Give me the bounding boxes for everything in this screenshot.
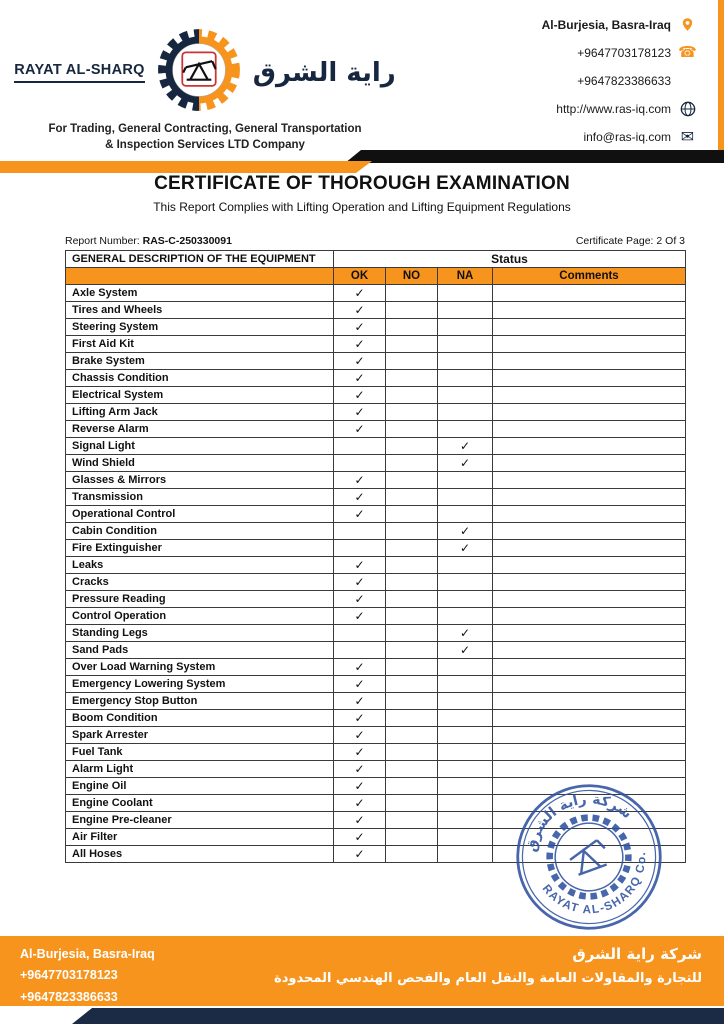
status-cell-comments: [493, 472, 686, 489]
checkmark-ok: ✓: [334, 557, 386, 574]
checkmark-ok: ✓: [334, 472, 386, 489]
equipment-name: Sand Pads: [66, 642, 334, 659]
status-cell-ok: [334, 455, 386, 472]
status-cell-na: [438, 727, 493, 744]
status-cell-na: [438, 795, 493, 812]
table-row: [66, 727, 686, 744]
status-cell-na: [438, 744, 493, 761]
status-cell-no: [386, 540, 438, 557]
column-header-ok: OK: [334, 268, 386, 285]
equipment-name: Tires and Wheels: [66, 302, 334, 319]
status-cell-no: [386, 489, 438, 506]
equipment-name: Over Load Warning System: [66, 659, 334, 676]
phone-icon: ☎: [678, 43, 697, 61]
equipment-name: Reverse Alarm: [66, 421, 334, 438]
certificate-title: CERTIFICATE OF THOROUGH EXAMINATION: [154, 173, 570, 194]
email-link[interactable]: info@ras-iq.com: [583, 129, 671, 144]
status-cell-na: [438, 608, 493, 625]
status-header-spacer: [66, 268, 334, 285]
table-row: [66, 438, 686, 455]
equipment-name: Emergency Lowering System: [66, 676, 334, 693]
status-cell-comments: [493, 387, 686, 404]
column-header-no: NO: [386, 268, 438, 285]
stamp-pumpjack-icon: [567, 839, 610, 876]
contact-website-line: [556, 100, 696, 117]
equipment-name: Pressure Reading: [66, 591, 334, 608]
table-row: [66, 302, 686, 319]
certificate-page-value: 2 Of 3: [656, 235, 685, 247]
table-row: [66, 625, 686, 642]
status-cell-no: [386, 693, 438, 710]
checkmark-ok: ✓: [334, 676, 386, 693]
status-cell-na: [438, 710, 493, 727]
status-cell-na: [438, 591, 493, 608]
table-row: [66, 642, 686, 659]
status-cell-no: [386, 659, 438, 676]
equipment-name: First Aid Kit: [66, 336, 334, 353]
footer-band: [0, 936, 724, 1006]
status-cell-ok: [334, 540, 386, 557]
equipment-name: Wind Shield: [66, 455, 334, 472]
status-cell-no: [386, 829, 438, 846]
checkmark-ok: ✓: [334, 404, 386, 421]
equipment-name: Standing Legs: [66, 625, 334, 642]
status-cell-no: [386, 642, 438, 659]
status-cell-na: [438, 302, 493, 319]
status-cell-comments: [493, 761, 686, 778]
footer-navy-bar: [0, 1008, 724, 1024]
column-header-comments: Comments: [493, 268, 686, 285]
equipment-description-header: GENERAL DESCRIPTION OF THE EQUIPMENT: [66, 251, 334, 268]
equipment-name: Air Filter: [66, 829, 334, 846]
table-row: [66, 472, 686, 489]
status-cell-na: [438, 829, 493, 846]
status-cell-comments: [493, 489, 686, 506]
equipment-name: Fuel Tank: [66, 744, 334, 761]
status-cell-ok: [334, 625, 386, 642]
status-columns-row: [66, 268, 686, 285]
equipment-name: Transmission: [66, 489, 334, 506]
footer-address: Al-Burjesia, Basra-Iraq: [20, 947, 155, 961]
table-row: [66, 370, 686, 387]
table-row: [66, 540, 686, 557]
status-cell-no: [386, 608, 438, 625]
status-cell-no: [386, 523, 438, 540]
table-row: [66, 421, 686, 438]
divider-black-bar: [345, 150, 724, 163]
phone2-text: +9647823386633: [577, 73, 671, 88]
status-cell-comments: [493, 727, 686, 744]
equipment-name: Control Operation: [66, 608, 334, 625]
checkmark-ok: ✓: [334, 727, 386, 744]
status-cell-na: [438, 676, 493, 693]
checkmark-ok: ✓: [334, 506, 386, 523]
table-row: [66, 336, 686, 353]
status-cell-no: [386, 676, 438, 693]
checkmark-na: ✓: [438, 523, 493, 540]
equipment-name: Operational Control: [66, 506, 334, 523]
status-cell-comments: [493, 693, 686, 710]
status-cell-na: [438, 285, 493, 302]
checkmark-ok: ✓: [334, 778, 386, 795]
status-cell-no: [386, 727, 438, 744]
equipment-name: Boom Condition: [66, 710, 334, 727]
email-icon: ✉: [680, 126, 695, 146]
status-cell-no: [386, 370, 438, 387]
equipment-name: Axle System: [66, 285, 334, 302]
table-row: [66, 744, 686, 761]
status-cell-comments: [493, 523, 686, 540]
checkmark-ok: ✓: [334, 846, 386, 863]
table-row: [66, 608, 686, 625]
equipment-name: Cabin Condition: [66, 523, 334, 540]
status-cell-comments: [493, 353, 686, 370]
checkmark-na: ✓: [438, 625, 493, 642]
status-cell-comments: [493, 404, 686, 421]
address-text: Al-Burjesia, Basra-Iraq: [541, 17, 671, 32]
checkmark-ok: ✓: [334, 761, 386, 778]
status-cell-na: [438, 370, 493, 387]
checkmark-na: ✓: [438, 438, 493, 455]
checkmark-ok: ✓: [334, 693, 386, 710]
checkmark-ok: ✓: [334, 608, 386, 625]
header-orange-stripe: [718, 0, 724, 158]
contact-phone2-line: [577, 72, 696, 89]
equipment-name: Lifting Arm Jack: [66, 404, 334, 421]
table-row: [66, 506, 686, 523]
status-cell-no: [386, 761, 438, 778]
status-header: Status: [334, 251, 686, 268]
status-cell-comments: [493, 319, 686, 336]
status-cell-na: [438, 761, 493, 778]
status-cell-na: [438, 778, 493, 795]
location-pin-icon: [679, 16, 696, 33]
table-row: [66, 353, 686, 370]
status-cell-na: [438, 557, 493, 574]
checkmark-na: ✓: [438, 455, 493, 472]
status-cell-comments: [493, 659, 686, 676]
table-row: [66, 676, 686, 693]
status-cell-no: [386, 421, 438, 438]
status-cell-comments: [493, 557, 686, 574]
status-cell-no: [386, 387, 438, 404]
company-logo-gear-icon: [155, 26, 243, 119]
table-row: [66, 455, 686, 472]
certificate-subtitle: This Report Complies with Lifting Operation and Lifting Equipment Regulations: [153, 200, 571, 214]
checkmark-ok: ✓: [334, 489, 386, 506]
status-cell-comments: [493, 540, 686, 557]
status-cell-no: [386, 302, 438, 319]
footer-company-arabic: شركة راية الشرق: [572, 945, 702, 963]
equipment-name: Leaks: [66, 557, 334, 574]
tagline-line1: For Trading, General Contracting, General Transportation: [48, 123, 362, 135]
status-cell-no: [386, 455, 438, 472]
status-cell-na: [438, 812, 493, 829]
status-cell-no: [386, 438, 438, 455]
table-row: [66, 404, 686, 421]
divider-orange-bar: [0, 161, 372, 173]
contact-phone1-line: [577, 44, 696, 61]
status-cell-no: [386, 319, 438, 336]
status-cell-na: [438, 472, 493, 489]
checkmark-ok: ✓: [334, 370, 386, 387]
column-header-na: NA: [438, 268, 493, 285]
contact-email-line: [583, 128, 696, 145]
equipment-name: Engine Pre-cleaner: [66, 812, 334, 829]
tagline-line2: & Inspection Services LTD Company: [105, 138, 305, 151]
status-cell-comments: [493, 438, 686, 455]
header-contact-block: [542, 16, 696, 145]
table-row: [66, 489, 686, 506]
checkmark-ok: ✓: [334, 319, 386, 336]
checkmark-ok: ✓: [334, 829, 386, 846]
table-row: [66, 387, 686, 404]
equipment-name: Emergency Stop Button: [66, 693, 334, 710]
status-cell-comments: [493, 676, 686, 693]
status-cell-na: [438, 336, 493, 353]
status-cell-na: [438, 846, 493, 863]
status-cell-comments: [493, 710, 686, 727]
status-cell-comments: [493, 506, 686, 523]
company-name-arabic: راية الشرق: [252, 57, 396, 88]
table-row: [66, 319, 686, 336]
status-cell-comments: [493, 625, 686, 642]
table-row: [66, 693, 686, 710]
equipment-name: Engine Coolant: [66, 795, 334, 812]
phone1-text: +9647703178123: [577, 45, 671, 60]
status-cell-comments: [493, 608, 686, 625]
status-cell-no: [386, 285, 438, 302]
status-cell-no: [386, 574, 438, 591]
footer-phone1: +9647703178123: [20, 968, 118, 983]
status-cell-no: [386, 846, 438, 863]
status-cell-no: [386, 472, 438, 489]
status-cell-na: [438, 353, 493, 370]
website-link[interactable]: http://www.ras-iq.com: [556, 101, 671, 116]
status-cell-ok: [334, 523, 386, 540]
checkmark-ok: ✓: [334, 285, 386, 302]
checkmark-ok: ✓: [334, 744, 386, 761]
certificate-page-indicator: [576, 235, 685, 247]
table-row: [66, 710, 686, 727]
equipment-name: Fire Extinguisher: [66, 540, 334, 557]
checkmark-ok: ✓: [334, 302, 386, 319]
status-cell-no: [386, 506, 438, 523]
contact-address-line: [542, 16, 696, 33]
status-cell-comments: [493, 574, 686, 591]
status-cell-na: [438, 659, 493, 676]
checkmark-ok: ✓: [334, 336, 386, 353]
report-number-value: RAS-C-250330091: [142, 235, 232, 247]
equipment-name: Glasses & Mirrors: [66, 472, 334, 489]
equipment-name: Cracks: [66, 574, 334, 591]
status-cell-no: [386, 404, 438, 421]
status-cell-no: [386, 557, 438, 574]
checkmark-ok: ✓: [334, 591, 386, 608]
status-cell-comments: [493, 336, 686, 353]
status-cell-no: [386, 744, 438, 761]
status-cell-na: [438, 421, 493, 438]
equipment-name: Alarm Light: [66, 761, 334, 778]
equipment-name: Engine Oil: [66, 778, 334, 795]
checkmark-ok: ✓: [334, 795, 386, 812]
table-header-row-1: [66, 251, 686, 268]
checkmark-ok: ✓: [334, 353, 386, 370]
status-cell-na: [438, 693, 493, 710]
checkmark-na: ✓: [438, 642, 493, 659]
checkmark-ok: ✓: [334, 387, 386, 404]
stamp-arabic-text: شركة راية الشرق: [523, 791, 635, 854]
checkmark-ok: ✓: [334, 812, 386, 829]
footer-phone2: +9647823386633: [20, 989, 118, 1004]
company-name-english: RAYAT AL-SHARQ: [14, 62, 144, 83]
globe-icon: [679, 100, 696, 117]
table-row: [66, 523, 686, 540]
report-meta-row: [65, 235, 685, 247]
stamp-latin-text: RAYAT AL-SHARQ Co.: [539, 850, 649, 917]
footer-services-arabic: للتجارة والمقاولات العامة والنقل العام والفحص الهندسي المحدودة: [274, 970, 702, 986]
checkmark-ok: ✓: [334, 659, 386, 676]
status-cell-comments: [493, 642, 686, 659]
table-row: [66, 659, 686, 676]
equipment-name: Signal Light: [66, 438, 334, 455]
table-row: [66, 285, 686, 302]
certificate-page-label: Certificate Page:: [575, 235, 654, 247]
checkmark-ok: ✓: [334, 710, 386, 727]
status-cell-no: [386, 710, 438, 727]
status-cell-na: [438, 319, 493, 336]
status-cell-na: [438, 506, 493, 523]
equipment-name: Electrical System: [66, 387, 334, 404]
checkmark-ok: ✓: [334, 574, 386, 591]
status-cell-na: [438, 404, 493, 421]
table-row: [66, 557, 686, 574]
checkmark-na: ✓: [438, 540, 493, 557]
status-cell-ok: [334, 642, 386, 659]
table-row: [66, 574, 686, 591]
status-cell-comments: [493, 591, 686, 608]
footer-arabic-block: [274, 942, 702, 990]
company-logo-block: [14, 26, 396, 119]
table-row: [66, 591, 686, 608]
footer-contact-block: [20, 944, 155, 1008]
status-cell-comments: [493, 302, 686, 319]
status-cell-na: [438, 489, 493, 506]
status-cell-no: [386, 812, 438, 829]
status-cell-comments: [493, 370, 686, 387]
equipment-name: Steering System: [66, 319, 334, 336]
status-cell-comments: [493, 744, 686, 761]
status-cell-comments: [493, 421, 686, 438]
equipment-name: Chassis Condition: [66, 370, 334, 387]
equipment-name: All Hoses: [66, 846, 334, 863]
status-cell-no: [386, 625, 438, 642]
phone2-icon-spacer: [679, 72, 696, 89]
report-number: [65, 235, 232, 247]
status-cell-na: [438, 574, 493, 591]
equipment-name: Spark Arrester: [66, 727, 334, 744]
checkmark-ok: ✓: [334, 421, 386, 438]
status-cell-no: [386, 795, 438, 812]
equipment-name: Brake System: [66, 353, 334, 370]
status-cell-comments: [493, 285, 686, 302]
status-cell-no: [386, 336, 438, 353]
status-cell-no: [386, 353, 438, 370]
company-tagline: [5, 122, 405, 153]
status-cell-no: [386, 591, 438, 608]
status-cell-ok: [334, 438, 386, 455]
status-cell-na: [438, 387, 493, 404]
status-cell-comments: [493, 455, 686, 472]
report-number-label: Report Number:: [65, 235, 140, 247]
status-cell-no: [386, 778, 438, 795]
equipment-inspection-table: [65, 250, 686, 863]
